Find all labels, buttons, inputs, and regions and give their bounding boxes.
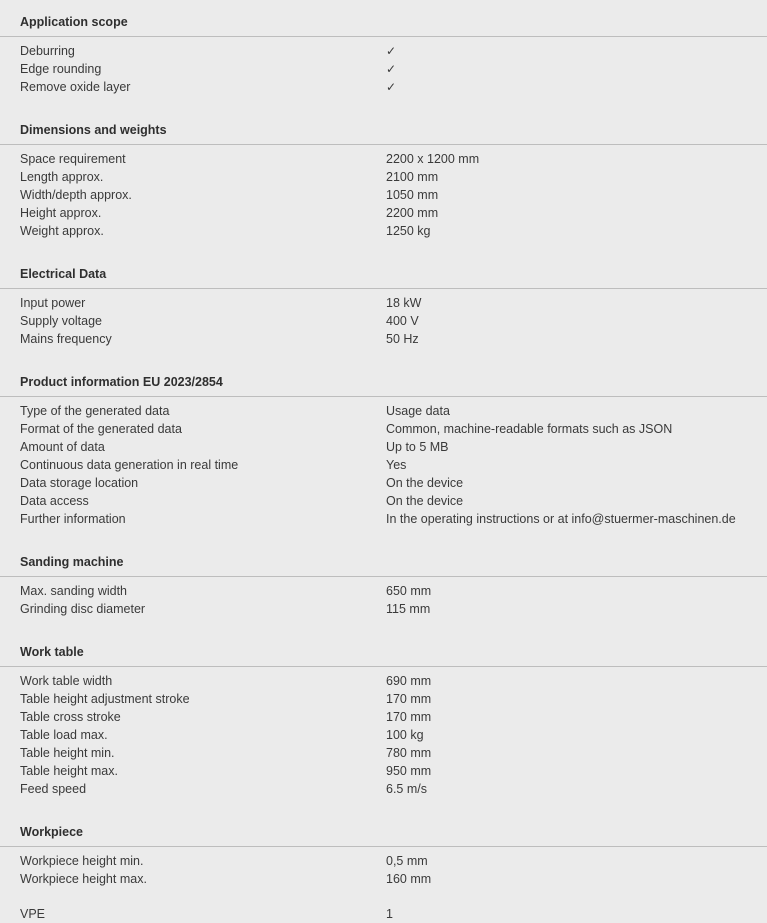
spec-row <box>0 330 767 348</box>
spec-row <box>0 870 767 888</box>
section-work-table <box>0 638 767 818</box>
spec-label: Workpiece height max. <box>20 872 147 886</box>
spec-value: 690 mm <box>386 674 432 688</box>
spec-label: Amount of data <box>20 440 105 454</box>
spec-label: Weight approx. <box>20 224 104 238</box>
section-rows <box>0 577 767 638</box>
spec-value: 115 mm <box>386 602 431 616</box>
spec-label: Table height max. <box>20 764 118 778</box>
spec-label: Remove oxide layer <box>20 80 131 94</box>
spec-value: 1050 mm <box>386 188 439 202</box>
spec-row <box>0 852 767 870</box>
spec-label: Workpiece height min. <box>20 854 144 868</box>
spec-label: Table load max. <box>20 728 108 742</box>
spec-value: On the device <box>386 494 464 508</box>
spec-value: 2200 mm <box>386 206 439 220</box>
vpe-row <box>0 905 767 923</box>
spec-value: Usage data <box>386 404 450 418</box>
spec-row <box>0 204 767 222</box>
spec-label: Data storage location <box>20 476 139 490</box>
spec-label: Feed speed <box>20 782 87 796</box>
section-rows <box>0 397 767 548</box>
spec-label: Table height adjustment stroke <box>20 692 190 706</box>
spec-label: Input power <box>20 296 86 310</box>
spec-value: 780 mm <box>386 746 432 760</box>
spec-label: Deburring <box>20 44 75 58</box>
check-icon: ✓ <box>386 80 397 94</box>
spec-value: 170 mm <box>386 692 432 706</box>
spec-label: Space requirement <box>20 152 126 166</box>
spec-label: Work table width <box>20 674 113 688</box>
section-title: Sanding machine <box>0 548 767 577</box>
spec-row <box>0 510 767 528</box>
section-title: Dimensions and weights <box>0 116 767 145</box>
spec-label: Width/depth approx. <box>20 188 132 202</box>
section-title: Workpiece <box>0 818 767 847</box>
spec-value: 950 mm <box>386 764 432 778</box>
spec-value: 2200 x 1200 mm <box>386 152 480 166</box>
spec-value: 160 mm <box>386 872 432 886</box>
section-dimensions-and-weights <box>0 116 767 260</box>
spec-row <box>0 150 767 168</box>
spec-row <box>0 294 767 312</box>
spec-label: Height approx. <box>20 206 102 220</box>
section-application-scope <box>0 8 767 116</box>
section-title: Work table <box>0 638 767 667</box>
section-title: Electrical Data <box>0 260 767 289</box>
spec-row <box>0 402 767 420</box>
spec-row <box>0 456 767 474</box>
spec-value: Yes <box>386 458 407 472</box>
spec-value: In the operating instructions or at info@stuermer-maschinen.de <box>386 512 736 526</box>
spec-row <box>0 726 767 744</box>
spec-value: 100 kg <box>386 728 424 742</box>
section-title: Product information EU 2023/2854 <box>0 368 767 397</box>
spec-label: Type of the generated data <box>20 404 170 418</box>
section-rows <box>0 37 767 116</box>
spec-row <box>0 420 767 438</box>
spec-label: Further information <box>20 512 126 526</box>
spec-row <box>0 690 767 708</box>
spec-label: Length approx. <box>20 170 104 184</box>
spec-row <box>0 780 767 798</box>
spec-row <box>0 708 767 726</box>
spec-value: 650 mm <box>386 584 432 598</box>
spec-row <box>0 582 767 600</box>
spec-row <box>0 186 767 204</box>
spec-value: 400 V <box>386 314 419 328</box>
spec-value: Common, machine-readable formats such as JSON <box>386 422 673 436</box>
spec-row <box>0 438 767 456</box>
spec-row <box>0 744 767 762</box>
section-product-information <box>0 368 767 548</box>
spec-value: 50 Hz <box>386 332 419 346</box>
spec-value: 18 kW <box>386 296 422 310</box>
spec-value: 6.5 m/s <box>386 782 427 796</box>
vpe-label: VPE <box>20 907 46 921</box>
spec-label: Data access <box>20 494 89 508</box>
spec-row <box>0 600 767 618</box>
section-rows <box>0 145 767 260</box>
section-title: Application scope <box>0 8 767 37</box>
spec-label: Supply voltage <box>20 314 103 328</box>
spec-row <box>0 312 767 330</box>
section-rows <box>0 289 767 368</box>
spec-label: Format of the generated data <box>20 422 182 436</box>
section-rows <box>0 847 767 908</box>
spec-row <box>0 474 767 492</box>
spec-row <box>0 60 767 78</box>
spec-row <box>0 222 767 240</box>
spec-row <box>0 762 767 780</box>
spec-value: 170 mm <box>386 710 432 724</box>
spec-label: Mains frequency <box>20 332 112 346</box>
section-electrical-data <box>0 260 767 368</box>
spec-label: Max. sanding width <box>20 584 128 598</box>
spec-row <box>0 492 767 510</box>
spec-label: Edge rounding <box>20 62 102 76</box>
spec-row <box>0 78 767 96</box>
section-sanding-machine <box>0 548 767 638</box>
check-icon: ✓ <box>386 44 397 58</box>
spec-value: Up to 5 MB <box>386 440 449 454</box>
section-rows <box>0 667 767 818</box>
spec-label: Grinding disc diameter <box>20 602 146 616</box>
spec-row <box>0 168 767 186</box>
spec-row <box>0 42 767 60</box>
spec-label: Table height min. <box>20 746 115 760</box>
spec-value: 0,5 mm <box>386 854 428 868</box>
spec-value: On the device <box>386 476 464 490</box>
spec-label: Continuous data generation in real time <box>20 458 239 472</box>
spec-label: Table cross stroke <box>20 710 121 724</box>
section-workpiece <box>0 818 767 908</box>
spec-value: 2100 mm <box>386 170 439 184</box>
spec-value: 1250 kg <box>386 224 431 238</box>
vpe-value: 1 <box>386 907 393 921</box>
check-icon: ✓ <box>386 62 397 76</box>
spec-row <box>0 672 767 690</box>
